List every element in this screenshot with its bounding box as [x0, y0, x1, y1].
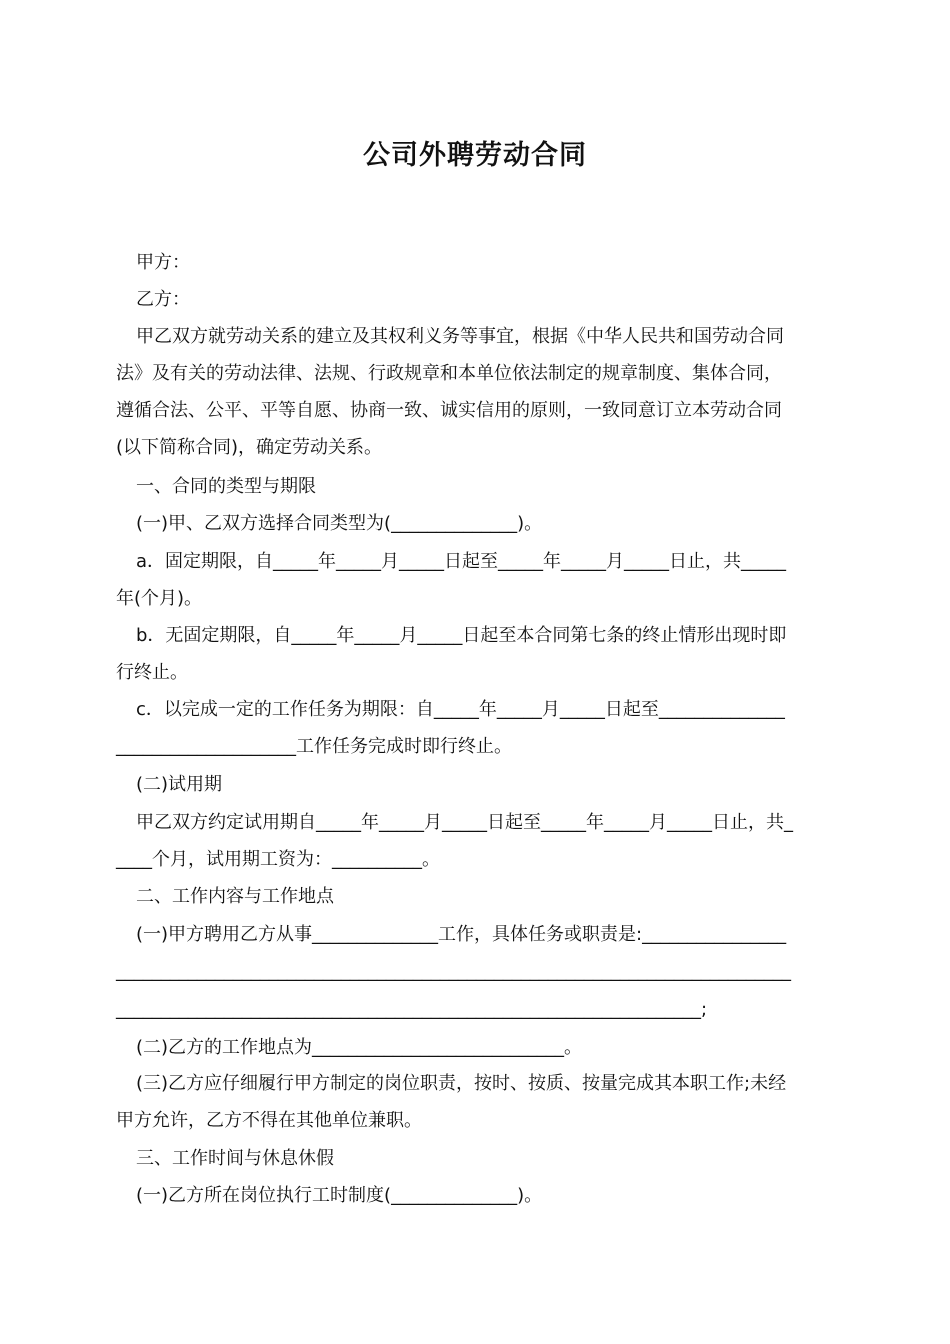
clause-line: ____________________工作任务完成时即行终止。: [116, 736, 512, 757]
paragraph-line: 法》及有关的劳动法律、法规、行政规章和本单位依法制定的规章制度、集体合同，: [116, 363, 782, 384]
subsection-heading: (二)试用期: [136, 774, 223, 795]
paragraph-line: 遵循合法、公平、平等自愿、协商一致、诚实信用的原则，一致同意订立本劳动合同: [116, 400, 782, 421]
section-heading: 一、合同的类型与期限: [136, 476, 316, 497]
clause-line: (三)乙方应仔细履行甲方制定的岗位职责，按时、按质、按量完成其本职工作;未经: [136, 1073, 787, 1094]
blank-fill-line: ___________________________________________________________________________: [116, 961, 791, 982]
clause-line: ____个月，试用期工资为：__________。: [116, 849, 440, 870]
clause-line: 甲方允许，乙方不得在其他单位兼职。: [116, 1110, 422, 1131]
paragraph-line: (以下简称合同)，确定劳动关系。: [116, 437, 383, 458]
clause-line: b．无固定期限，自_____年_____月_____日起至本合同第七条的终止情形出现时即: [136, 625, 787, 646]
clause-line: c．以完成一定的工作任务为期限：自_____年_____月_____日起至______________: [136, 699, 785, 720]
clause-line: 年(个月)。: [116, 588, 203, 609]
clause-line: 甲乙双方约定试用期自_____年_____月_____日起至_____年_____月_____日止，共_: [136, 812, 793, 833]
party-b-line: 乙方：: [136, 289, 190, 310]
clause-line: (一)乙方所在岗位执行工时制度(______________)。: [136, 1185, 543, 1206]
paragraph-line: 甲乙双方就劳动关系的建立及其权利义务等事宜，根据《中华人民共和国劳动合同: [136, 326, 784, 347]
clause-line: a．固定期限，自_____年_____月_____日起至_____年_____月_____日止，共_____: [136, 551, 787, 572]
document-title: 公司外聘劳动合同: [363, 140, 587, 171]
clause-line: (一)甲、乙双方选择合同类型为(______________)。: [136, 513, 543, 534]
blank-fill-line: _________________________________________________________________;: [116, 999, 708, 1020]
section-heading: 二、工作内容与工作地点: [136, 886, 334, 907]
section-heading: 三、工作时间与休息休假: [136, 1148, 334, 1169]
clause-line: 行终止。: [116, 662, 188, 683]
party-a-line: 甲方：: [136, 252, 190, 273]
clause-line: (二)乙方的工作地点为____________________________。: [136, 1037, 583, 1058]
clause-line: (一)甲方聘用乙方从事______________工作，具体任务或职责是:________________: [136, 924, 787, 945]
